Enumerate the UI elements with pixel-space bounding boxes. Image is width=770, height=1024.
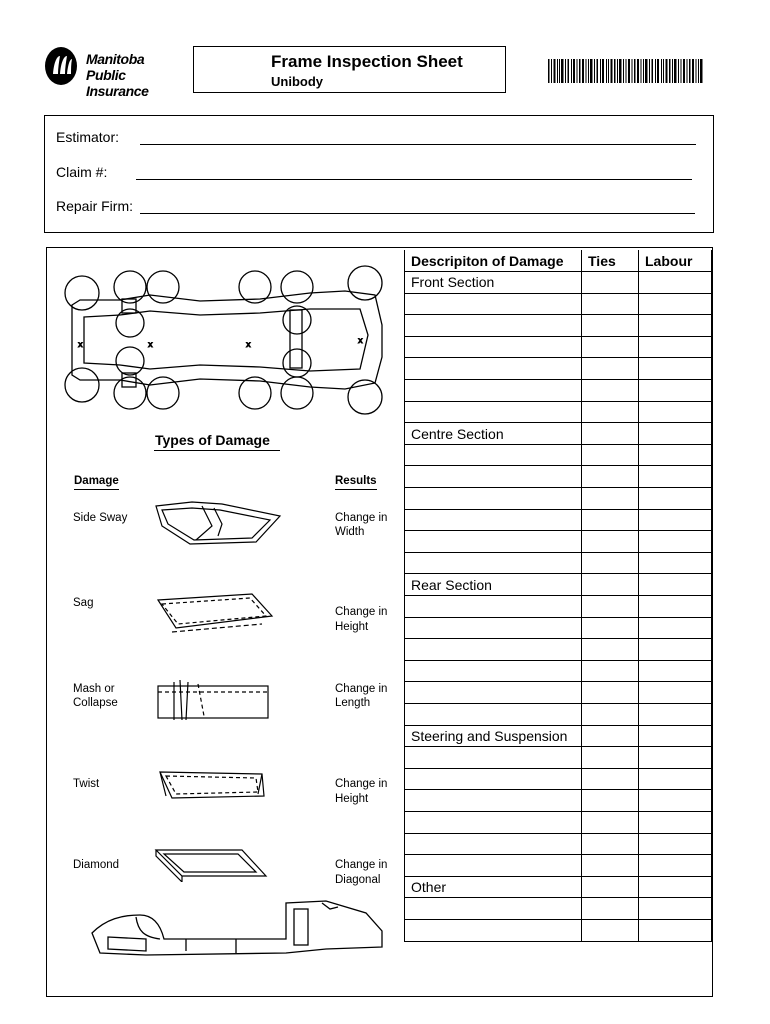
- page-title: Frame Inspection Sheet: [271, 52, 463, 71]
- ties-cell[interactable]: [582, 855, 639, 877]
- damage-type-mash-line2: Collapse: [73, 697, 118, 709]
- ties-cell[interactable]: [582, 833, 639, 855]
- table-section-row: [405, 574, 712, 596]
- labour-cell[interactable]: [639, 574, 712, 596]
- labour-cell[interactable]: [639, 444, 712, 466]
- damage-table: [404, 250, 712, 942]
- table-row: [405, 833, 712, 855]
- description-cell[interactable]: [405, 509, 582, 531]
- labour-cell[interactable]: [639, 703, 712, 725]
- results-column-header: Results: [335, 475, 377, 490]
- result-mash-line2: Length: [335, 697, 371, 709]
- ties-cell[interactable]: [582, 444, 639, 466]
- labour-cell[interactable]: [639, 898, 712, 920]
- description-cell[interactable]: [405, 552, 582, 574]
- result-side-sway-line1: Change in: [335, 512, 388, 524]
- ties-cell[interactable]: [582, 466, 639, 488]
- table-row: [405, 552, 712, 574]
- table-row: [405, 768, 712, 790]
- estimator-label: Estimator:: [56, 129, 120, 145]
- ties-cell[interactable]: [582, 768, 639, 790]
- ties-cell[interactable]: [582, 639, 639, 661]
- table-row: [405, 747, 712, 769]
- ties-cell[interactable]: [582, 747, 639, 769]
- ties-cell[interactable]: [582, 919, 639, 941]
- ties-cell[interactable]: [582, 401, 639, 423]
- table-row: [405, 380, 712, 402]
- repair-firm-field[interactable]: [140, 213, 695, 214]
- labour-cell[interactable]: [639, 660, 712, 682]
- labour-cell[interactable]: [639, 466, 712, 488]
- table-row: [405, 444, 712, 466]
- description-cell[interactable]: [405, 790, 582, 812]
- ties-cell[interactable]: [582, 358, 639, 380]
- labour-cell[interactable]: [639, 725, 712, 747]
- table-section-row: [405, 423, 712, 445]
- table-row: [405, 660, 712, 682]
- ties-column-header: Ties: [582, 250, 639, 272]
- table-row: [405, 855, 712, 877]
- result-twist-line2: Height: [335, 793, 369, 805]
- table-row: [405, 293, 712, 315]
- table-row: [405, 488, 712, 510]
- title-box: [193, 46, 506, 93]
- table-row: [405, 919, 712, 941]
- labour-cell[interactable]: [639, 639, 712, 661]
- description-cell[interactable]: [405, 336, 582, 358]
- description-column-header: Descripiton of Damage: [405, 250, 582, 272]
- description-cell[interactable]: [405, 466, 582, 488]
- description-cell[interactable]: [405, 315, 582, 337]
- labour-cell[interactable]: [639, 790, 712, 812]
- description-cell[interactable]: [405, 747, 582, 769]
- description-cell[interactable]: [405, 768, 582, 790]
- result-sag-line2: Height: [335, 621, 369, 633]
- description-cell[interactable]: [405, 898, 582, 920]
- labour-cell[interactable]: [639, 811, 712, 833]
- table-row: [405, 703, 712, 725]
- damage-column-header: Damage: [74, 475, 119, 490]
- page-subtitle: Unibody: [271, 74, 323, 89]
- svg-text:x: x: [246, 340, 251, 349]
- description-cell[interactable]: [405, 811, 582, 833]
- table-section-row: [405, 272, 712, 294]
- mpi-logo-mark-icon: [44, 46, 78, 86]
- labour-cell[interactable]: [639, 876, 712, 898]
- labour-cell[interactable]: [639, 423, 712, 445]
- labour-cell[interactable]: [639, 401, 712, 423]
- ties-cell[interactable]: [582, 336, 639, 358]
- table-row: [405, 401, 712, 423]
- description-cell[interactable]: [405, 444, 582, 466]
- estimator-field[interactable]: [140, 144, 696, 145]
- result-side-sway-line2: Width: [335, 526, 365, 538]
- twist-frame-illustration: [152, 766, 270, 806]
- description-cell[interactable]: [405, 531, 582, 553]
- damage-type-side-sway: Side Sway: [73, 512, 128, 524]
- ties-cell[interactable]: [582, 811, 639, 833]
- labour-cell[interactable]: [639, 531, 712, 553]
- labour-cell[interactable]: [639, 509, 712, 531]
- section-label: Rear Section: [405, 574, 582, 596]
- labour-cell[interactable]: [639, 855, 712, 877]
- ties-cell[interactable]: [582, 488, 639, 510]
- labour-cell[interactable]: [639, 747, 712, 769]
- svg-text:x: x: [148, 340, 153, 349]
- labour-cell[interactable]: [639, 272, 712, 294]
- description-cell[interactable]: [405, 401, 582, 423]
- frame-side-view-diagram: [86, 893, 386, 963]
- damage-type-mash-line1: Mash or: [73, 683, 115, 695]
- section-label: Front Section: [405, 272, 582, 294]
- description-cell[interactable]: [405, 703, 582, 725]
- ties-cell[interactable]: [582, 552, 639, 574]
- ties-cell[interactable]: [582, 315, 639, 337]
- claim-info-box: [44, 115, 714, 233]
- table-row: [405, 617, 712, 639]
- description-cell[interactable]: [405, 358, 582, 380]
- table-header-row: [405, 250, 712, 272]
- description-cell[interactable]: [405, 639, 582, 661]
- section-label: Other: [405, 876, 582, 898]
- ties-cell[interactable]: [582, 293, 639, 315]
- description-cell[interactable]: [405, 488, 582, 510]
- ties-cell[interactable]: [582, 725, 639, 747]
- result-twist-line1: Change in: [335, 778, 388, 790]
- ties-cell[interactable]: [582, 898, 639, 920]
- logo-text-line1: Manitoba: [86, 51, 145, 67]
- description-cell[interactable]: [405, 682, 582, 704]
- labour-cell[interactable]: [639, 488, 712, 510]
- labour-cell[interactable]: [639, 617, 712, 639]
- labour-column-header: Labour: [639, 250, 712, 272]
- result-diamond-line1: Change in: [335, 859, 388, 871]
- svg-text:x: x: [78, 340, 83, 349]
- table-row: [405, 639, 712, 661]
- result-mash-line1: Change in: [335, 683, 388, 695]
- ties-cell[interactable]: [582, 380, 639, 402]
- labour-cell[interactable]: [639, 596, 712, 618]
- svg-text:x: x: [358, 336, 363, 345]
- ties-cell[interactable]: [582, 660, 639, 682]
- result-sag-line1: Change in: [335, 606, 388, 618]
- ties-cell[interactable]: [582, 531, 639, 553]
- description-cell[interactable]: [405, 617, 582, 639]
- table-row: [405, 898, 712, 920]
- ties-cell[interactable]: [582, 423, 639, 445]
- damage-type-sag: Sag: [73, 597, 94, 609]
- labour-cell[interactable]: [639, 682, 712, 704]
- table-row: [405, 596, 712, 618]
- diamond-frame-illustration: [152, 842, 270, 882]
- section-label: Centre Section: [405, 423, 582, 445]
- section-label: Steering and Suspension: [405, 725, 582, 747]
- ties-cell[interactable]: [582, 876, 639, 898]
- table-section-row: [405, 725, 712, 747]
- side-sway-frame-illustration: [152, 496, 284, 548]
- frame-top-view-diagram: [60, 265, 390, 415]
- labour-cell[interactable]: [639, 293, 712, 315]
- labour-cell[interactable]: [639, 315, 712, 337]
- table-section-row: [405, 876, 712, 898]
- damage-type-twist: Twist: [73, 778, 100, 790]
- table-row: [405, 682, 712, 704]
- barcode: [548, 59, 704, 83]
- result-diamond-line2: Diagonal: [335, 874, 381, 886]
- labour-cell[interactable]: [639, 552, 712, 574]
- table-row: [405, 790, 712, 812]
- ties-cell[interactable]: [582, 596, 639, 618]
- labour-cell[interactable]: [639, 833, 712, 855]
- damage-type-diamond: Diamond: [73, 859, 120, 871]
- description-cell[interactable]: [405, 293, 582, 315]
- sag-frame-illustration: [152, 588, 277, 636]
- claim-number-label: Claim #:: [56, 164, 108, 180]
- ties-cell[interactable]: [582, 682, 639, 704]
- labour-cell[interactable]: [639, 919, 712, 941]
- types-title-underline: [154, 450, 280, 451]
- description-cell[interactable]: [405, 596, 582, 618]
- ties-cell[interactable]: [582, 790, 639, 812]
- ties-cell[interactable]: [582, 703, 639, 725]
- table-row: [405, 811, 712, 833]
- logo-text-line2: Public Insurance: [86, 67, 149, 99]
- ties-cell[interactable]: [582, 272, 639, 294]
- ties-cell[interactable]: [582, 574, 639, 596]
- description-cell[interactable]: [405, 919, 582, 941]
- claim-number-field[interactable]: [136, 179, 692, 180]
- table-row: [405, 509, 712, 531]
- repair-firm-label: Repair Firm:: [56, 198, 134, 214]
- table-row: [405, 358, 712, 380]
- description-cell[interactable]: [405, 660, 582, 682]
- ties-cell[interactable]: [582, 509, 639, 531]
- table-row: [405, 336, 712, 358]
- labour-cell[interactable]: [639, 336, 712, 358]
- description-cell[interactable]: [405, 855, 582, 877]
- manitoba-public-insurance-logo: [44, 44, 184, 99]
- table-row: [405, 531, 712, 553]
- labour-cell[interactable]: [639, 380, 712, 402]
- labour-cell[interactable]: [639, 768, 712, 790]
- description-cell[interactable]: [405, 833, 582, 855]
- description-cell[interactable]: [405, 380, 582, 402]
- ties-cell[interactable]: [582, 617, 639, 639]
- labour-cell[interactable]: [639, 358, 712, 380]
- mash-frame-illustration: [152, 676, 274, 724]
- types-of-damage-title: Types of Damage: [155, 432, 270, 448]
- table-row: [405, 466, 712, 488]
- table-row: [405, 315, 712, 337]
